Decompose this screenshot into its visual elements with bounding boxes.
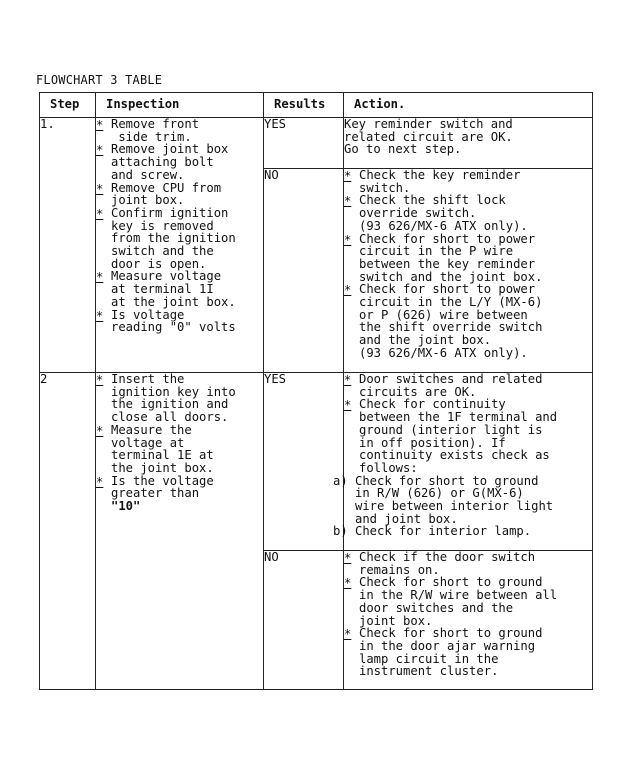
list-item: * Remove front side trim. [96, 117, 200, 144]
bullet-mark: * [96, 308, 104, 323]
list-item: * Check for short to ground in the door ajar warning lamp circuit in the instrument cluster. [344, 626, 543, 679]
bullet-mark: * [344, 373, 352, 387]
list-item: * Check for short to power circuit in the P wire between the key reminder switch and the joint box. [344, 231, 543, 284]
result-label: YES [264, 117, 287, 131]
bullet-mark: * [96, 143, 104, 158]
action-text: Key reminder switch and related circuit are OK. Go to next step. [344, 117, 513, 157]
result-cell [264, 551, 344, 690]
list-item: * Measure the voltage at terminal 1E at the joint box. [96, 422, 214, 475]
list-item: * Remove CPU from joint box. [96, 180, 222, 208]
flowchart-table [39, 92, 593, 690]
header-results: Results [264, 93, 344, 118]
inspection-cell [96, 118, 264, 373]
bullet-mark: * [344, 194, 352, 209]
action-list [344, 373, 592, 475]
page-title: FLOWCHART 3 TABLE [36, 73, 163, 87]
result-cell [264, 169, 344, 373]
header-row [40, 93, 593, 118]
bullet-mark: * [344, 576, 352, 591]
inspection-list [96, 373, 263, 500]
result-label: YES [264, 372, 287, 386]
list-item: * Remove joint box attaching bolt and screw. [96, 142, 229, 182]
inspection-cell [96, 373, 264, 690]
list-item: * Check for continuity between the 1F terminal and ground (interior light is in off position). If continuity exists check as follows: [344, 397, 558, 475]
bullet-mark: * [96, 181, 104, 196]
list-item: * Insert the ignition key into the ignition and close all doors. [96, 372, 236, 425]
result-cell [264, 118, 344, 169]
list-item: * Check if the door switch remains on. [344, 550, 536, 577]
inspection-list [96, 118, 263, 334]
bullet-mark: * [344, 627, 352, 642]
action-list [344, 551, 592, 678]
step-number: 1. [40, 117, 55, 131]
list-item: * Door switches and related circuits are OK. [344, 372, 543, 399]
list-item: * Is voltage reading "0" volts [96, 307, 236, 335]
table-row [40, 118, 593, 169]
bullet-mark: * [344, 283, 352, 298]
bullet-mark: * [96, 270, 104, 285]
table-row [40, 373, 593, 551]
bullet-mark: * [96, 423, 104, 438]
bullet-mark: * [96, 474, 104, 489]
result-cell [264, 373, 344, 551]
header-inspection: Inspection [96, 93, 264, 118]
list-item: * Is the voltage greater than [96, 473, 214, 501]
header-action: Action. [344, 93, 593, 118]
step-cell [40, 373, 96, 690]
action-list [344, 169, 592, 360]
voltage-threshold: "10" [111, 499, 141, 514]
bullet-mark: * [344, 169, 352, 183]
bullet-mark: * [344, 551, 352, 565]
result-label: NO [264, 168, 279, 182]
bullet-mark: * [96, 373, 104, 387]
action-cell [333, 372, 593, 551]
step-cell [40, 118, 96, 373]
bullet-mark: * [96, 118, 104, 132]
step-number: 2 [40, 372, 48, 386]
bullet-mark: * [96, 206, 104, 221]
list-item: * Check for short to power circuit in the L/Y (MX-6) or P (626) wire between the shift override switch and the joint box. (93 626/MX-6 ATX only). [344, 282, 543, 360]
action-cell [344, 551, 593, 690]
list-item: * Check the key reminder switch. [344, 168, 521, 195]
list-item: * Check for short to ground in the R/W wire between all door switches and the joint box. [344, 575, 558, 628]
bullet-mark: * [344, 398, 352, 413]
action-subitems: a) Check for short to ground in R/W (626) or G(MX-6) wire between interior light and joint box. b) Check for interior lamp. [333, 473, 554, 539]
bullet-mark: * [344, 232, 352, 247]
list-item: * Measure voltage at terminal 1I at the joint box. [96, 269, 236, 309]
result-label: NO [264, 550, 279, 564]
header-step: Step [40, 93, 96, 118]
action-cell [344, 118, 593, 169]
list-item: * Check the shift lock override switch. (93 626/MX-6 ATX only). [344, 193, 528, 233]
action-cell [344, 169, 593, 373]
list-item: * Confirm ignition key is removed from the ignition switch and the door is open. [96, 205, 236, 271]
